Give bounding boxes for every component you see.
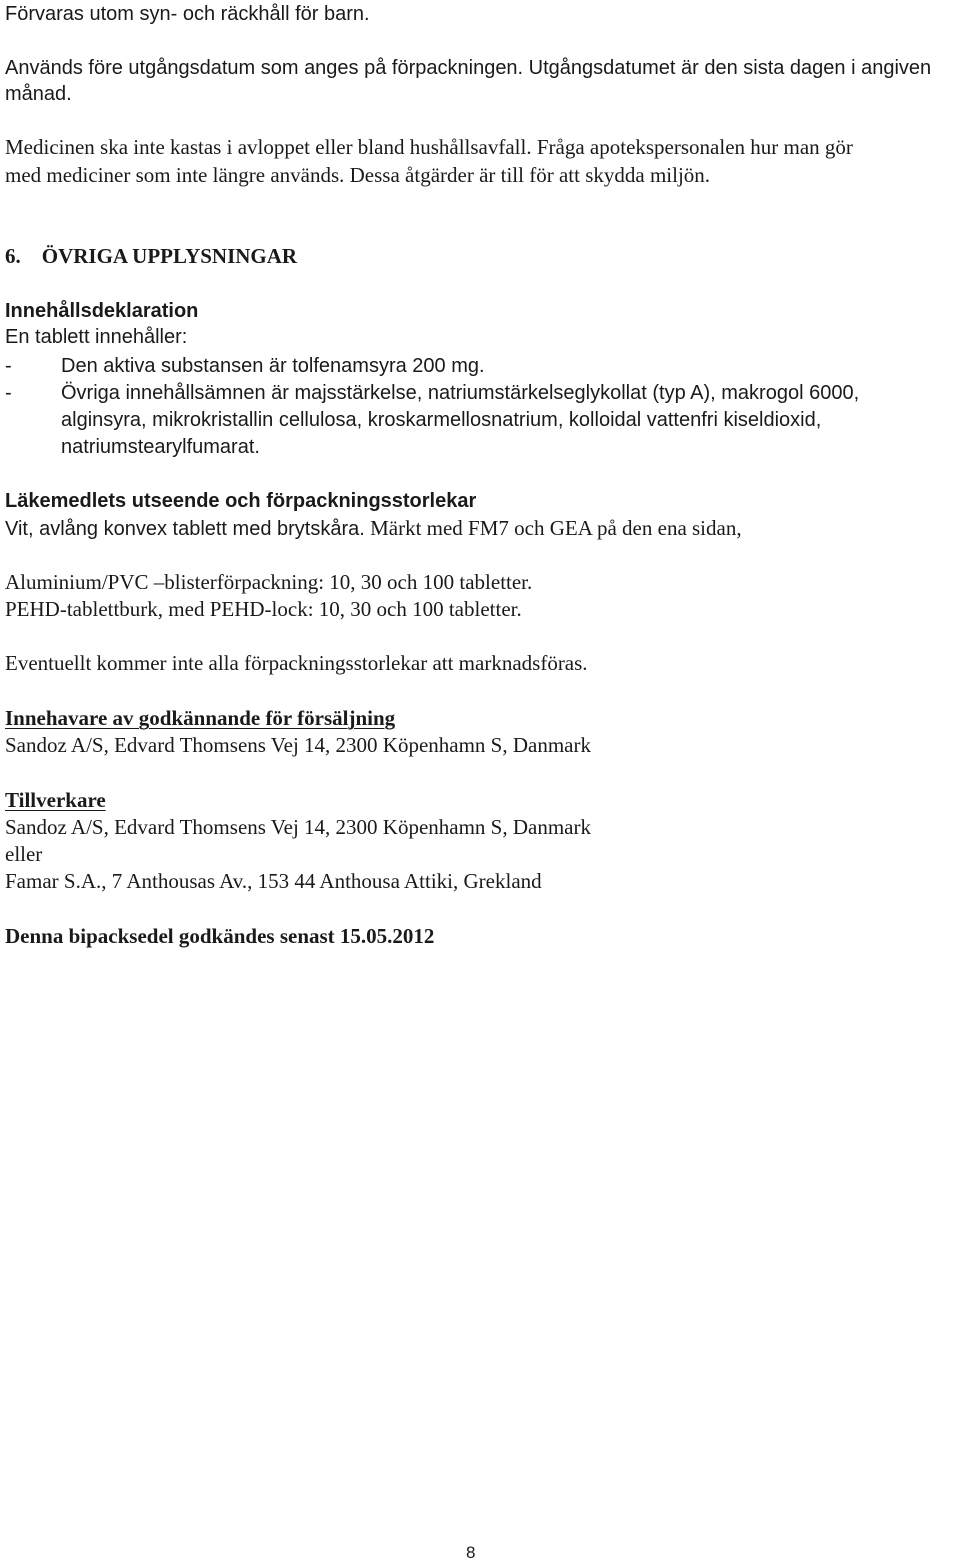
excipients-text: Övriga innehållsämnen är majsstärkelse, natriumstärkelseglykollat (typ A), makrogol 6000,	[61, 382, 860, 404]
holder-title: Innehavare av godkännande för försäljning	[5, 706, 396, 730]
disposal-text-cont: med mediciner som inte längre används. Dessa åtgärder är till för att skydda miljön.	[5, 163, 711, 187]
declaration-item	[5, 380, 859, 407]
excipients-text-cont: alginsyra, mikrokristallin cellulosa, kroskarmellosnatrium, kolloidal vattenfri kiseldioxid,	[61, 409, 822, 431]
tablet-description: Vit, avlång konvex tablett med brytskåra.	[5, 518, 365, 540]
expiry-text: Används före utgångsdatum som anges på förpackningen. Utgångsdatumet är den sista dagen i angiven	[5, 57, 932, 79]
list-dash: -	[5, 382, 12, 404]
list-dash: -	[5, 355, 12, 377]
active-substance-text: Den aktiva substansen är tolfenamsyra 200 mg.	[61, 355, 485, 377]
manufacturer-address-alt: Famar S.A., 7 Anthousas Av., 153 44 Anthousa Attiki, Grekland	[5, 869, 542, 893]
declaration-intro: En tablett innehåller:	[5, 326, 188, 348]
appearance-title: Läkemedlets utseende och förpackningsstorlekar	[5, 490, 477, 512]
declaration-title: Innehållsdeklaration	[5, 300, 199, 322]
pack-size-bottle: PEHD-tablettburk, med PEHD-lock: 10, 30 och 100 tabletter.	[5, 597, 522, 621]
pack-size-blister: Aluminium/PVC –blisterförpackning: 10, 30 och 100 tabletter.	[5, 570, 533, 594]
storage-text: Förvaras utom syn- och räckhåll för barn.	[5, 3, 370, 25]
expiry-text-cont: månad.	[5, 83, 72, 105]
appearance-desc	[5, 515, 742, 543]
manufacturer-address: Sandoz A/S, Edvard Thomsens Vej 14, 2300 Köpenhamn S, Danmark	[5, 815, 592, 839]
holder-address: Sandoz A/S, Edvard Thomsens Vej 14, 2300 Köpenhamn S, Danmark	[5, 733, 592, 757]
approval-date: Denna bipacksedel godkändes senast 15.05.2012	[5, 924, 435, 948]
section-heading: 6. ÖVRIGA UPPLYSNINGAR	[5, 244, 298, 268]
manufacturer-or: eller	[5, 842, 43, 866]
excipients-text-cont2: natriumstearylfumarat.	[61, 436, 260, 458]
page-number: 8	[466, 1543, 476, 1562]
manufacturer-title: Tillverkare	[5, 788, 106, 812]
declaration-item	[5, 353, 485, 380]
disposal-text: Medicinen ska inte kastas i avloppet eller bland hushållsavfall. Fråga apotekspersonalen hur man gör	[5, 135, 853, 159]
tablet-marking: Märkt med FM7 och GEA på den ena sidan,	[364, 516, 742, 540]
marketing-note: Eventuellt kommer inte alla förpackningsstorlekar att marknadsföras.	[5, 651, 588, 675]
